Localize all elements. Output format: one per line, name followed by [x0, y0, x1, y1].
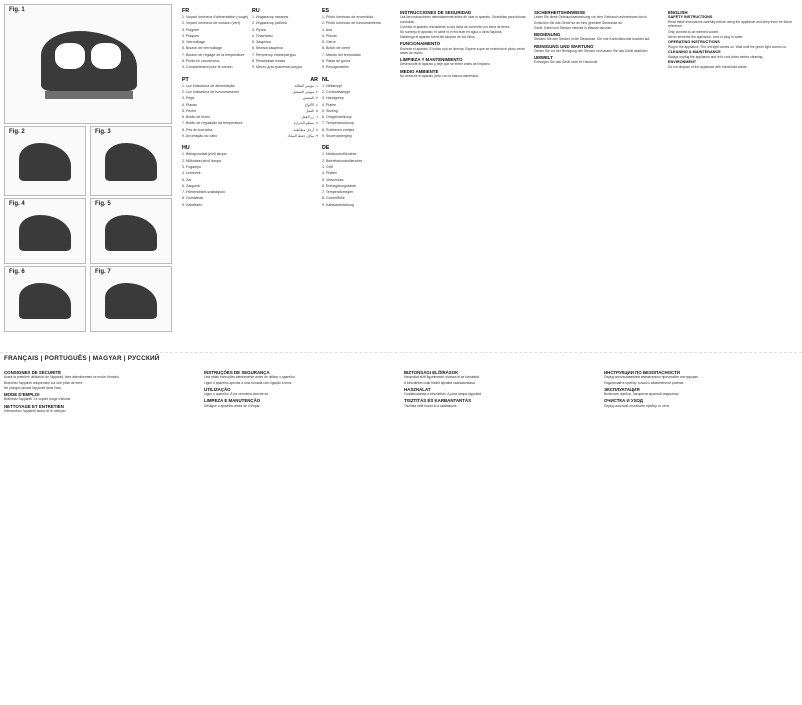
list-item: 4. Lemezek — [182, 171, 201, 176]
list-item: 2. Piloto luminoso de funcionamiento — [322, 21, 381, 26]
list-item: 9. Kabelaufwicklung — [322, 202, 354, 207]
list-item: ١. مؤشر الطاقة — [294, 83, 318, 88]
paragraph: A készüléket csak földelt aljzatba csatlakoztassa. — [404, 380, 476, 385]
list-item: 5. Защелка — [252, 40, 271, 45]
waffle-iron-illustration — [19, 283, 71, 319]
list-item: 7. Hőmérséklet-szabályozó — [182, 190, 226, 195]
list-item: 8. Gummifüße — [322, 196, 345, 201]
parts-list — [182, 83, 248, 140]
list-item: 3. Griff — [322, 164, 333, 169]
list-item: 6. Кнопка защелки — [252, 46, 283, 51]
list-item: 3. Poignée — [182, 27, 200, 32]
paragraph: Schließen Sie das Gerät nur an eine geerdete Steckdose an. — [534, 20, 623, 25]
list-item: 5. Verschluss — [322, 177, 344, 182]
paragraph: Ligue o aparelho apenas a uma tomada com ligação à terra. — [204, 380, 293, 385]
list-item: 7. Bouton de réglage de la température — [182, 52, 245, 57]
list-item: ٢. مؤشر التشغيل — [292, 89, 318, 94]
section-heading: FUNCIONAMIENTO — [400, 41, 441, 47]
section-subheading: SAFETY INSTRUCTIONS — [668, 15, 713, 20]
paragraph: Mantenga el aparato fuera del alcance de los niños. — [400, 35, 476, 40]
list-item: 8. Patas de goma — [322, 59, 351, 64]
parts-list — [322, 83, 388, 140]
list-item: 1. Netlampje — [322, 83, 343, 88]
list-item: 1. Piloto luminoso de encendido — [322, 15, 373, 19]
list-item: 9. Arrumação do cabo — [182, 134, 218, 139]
french-section — [4, 368, 194, 700]
list-item: 4. Platten — [322, 171, 338, 176]
section-heading: TISZTÍTÁS ÉS KARBANTARTÁS — [404, 398, 471, 404]
list-item: 6. Zárgomb — [182, 183, 201, 188]
parts-list-title: ES — [322, 8, 330, 14]
list-item: 8. Pieds en caoutchouc — [182, 59, 220, 64]
paragraph: Desligue o aparelho antes de o limpar. — [204, 403, 261, 408]
list-item: 9. Место для хранения шнура — [252, 65, 302, 70]
hungarian-section — [404, 368, 594, 700]
list-item: 2. Működést jelző lámpa — [182, 158, 221, 163]
list-item: 6. Botão de fecho — [182, 115, 211, 120]
waffle-iron-illustration — [105, 215, 157, 251]
list-item: 4. Plaques — [182, 33, 199, 38]
list-item: 7. Botão de regulação da temperatura — [182, 121, 243, 126]
section-heading: SICHERHEITSHINWEISE — [534, 10, 586, 15]
list-item: 5. Sluiting — [322, 108, 338, 113]
list-item: 2. Luz indicadora de funcionamento — [182, 89, 239, 94]
paragraph: Avant la première utilisation de l'appareil, lisez attentivement ce mode d'emploi. — [4, 375, 120, 380]
parts-lists-middle — [252, 8, 318, 348]
paragraph: No deseche el aparato junto con la basura doméstica. — [400, 73, 479, 78]
parts-list-title: FR — [182, 8, 190, 14]
list-item: 3. Handgreep — [322, 96, 344, 101]
list-item: 2. Betriebskontrollleuchte — [322, 158, 363, 163]
figure-label: Fig. 1 — [9, 7, 25, 13]
section-heading: HASZNÁLAT — [404, 386, 431, 392]
section-heading: ОЧИСТКА И УХОД — [604, 398, 643, 404]
section-heading: NETTOYAGE ET ENTRETIEN — [4, 403, 64, 409]
figure-label: Fig. 5 — [95, 201, 111, 207]
section-heading: UMWELT — [534, 55, 553, 61]
waffle-iron-illustration — [19, 215, 71, 251]
paragraph: Gerät, Kabel und Stecker niemals in Wasser tauchen. — [534, 25, 613, 30]
figure-4 — [4, 198, 86, 264]
list-item: 4. Placas — [322, 33, 337, 38]
parts-list — [322, 151, 388, 208]
russian-section — [604, 368, 796, 700]
figure-1 — [4, 4, 172, 124]
paragraph: Plug in the appliance. The red light comes on. Wait until the green light comes on. — [668, 44, 788, 49]
paragraph: Перед использованием внимательно прочитайте инструкцию. — [604, 375, 699, 380]
list-item: 7. Регулятор температуры — [252, 52, 296, 57]
parts-lists-right — [322, 8, 388, 348]
waffle-iron-illustration — [105, 143, 157, 181]
section-heading: LIMPEZA E MANUTENÇÃO — [204, 398, 261, 404]
list-item: 4. Placas — [182, 102, 197, 107]
paragraph: Débranchez l'appareil avant de le nettoyer. — [4, 408, 67, 413]
list-item: 1. Netzkontrollleuchte — [322, 152, 357, 157]
list-item: 4. Пластины — [252, 33, 273, 38]
paragraph: Leia estas instruções atentamente antes de utilizar o aparelho. — [204, 375, 296, 380]
section-heading: MEDIO AMBIENTE — [400, 68, 439, 74]
figure-6 — [4, 266, 86, 332]
list-item: 5. Cierre — [322, 40, 336, 45]
parts-list — [182, 151, 248, 208]
figure-label: Fig. 4 — [9, 201, 25, 207]
list-item: ٧. منظم الحرارة — [293, 121, 318, 126]
paragraph: Stecken Sie den Stecker in die Steckdose. Die rote Kontrollleuchte leuchtet auf. — [534, 37, 651, 42]
section-heading: INSTRUCCIONES DE SEGURIDAD — [400, 10, 472, 15]
figure-5 — [90, 198, 172, 264]
list-item: 1. Bekapcsolást jelző lámpa — [182, 152, 227, 157]
list-item: 3. Ручка — [252, 27, 266, 32]
section-heading: ИНСТРУКЦИИ ПО БЕЗОПАСНОСТИ — [604, 370, 680, 375]
page-divider — [0, 352, 802, 353]
paragraph: Never immerse the appliance, cord or plug in water. — [668, 34, 744, 39]
list-item: ٩. مكان حفظ السلك — [287, 134, 318, 139]
parts-list-title: AR — [310, 76, 318, 83]
list-item: 6. Botón de cierre — [322, 46, 351, 51]
figure-label: Fig. 2 — [9, 129, 25, 135]
paragraph: No sumerja el aparato, el cable ni el enchufe en agua u otros líquidos. — [400, 30, 503, 35]
paragraph: Включите прибор. Загорится красный индикатор. — [604, 392, 680, 397]
list-item: 2. Voyant lumineux de cuisson (vert) — [182, 21, 240, 26]
paragraph: Lea las instrucciones detenidamente antes de usar el aparato. Guárdelas para futuras consultas. — [400, 15, 526, 24]
list-item: 3. Pega — [182, 96, 195, 101]
list-item: 2. Controlelampje — [322, 89, 351, 94]
paragraph: Read these instructions carefully before using the appliance and keep them for future reference. — [668, 20, 793, 29]
list-item: 8. Rubberen voetjes — [322, 127, 355, 132]
parts-list-title: HU — [182, 145, 190, 152]
paragraph: Entsorgen Sie das Gerät nicht im Hausmüll. — [534, 60, 598, 65]
paragraph: Branchez l'appareil. Le voyant rouge s'allume. — [4, 397, 72, 402]
english-section — [668, 8, 796, 348]
section-subheading: OPERATING INSTRUCTIONS — [668, 40, 720, 45]
section-heading: LIMPIEZA Y MANTENIMIENTO — [400, 57, 463, 63]
list-item: 5. Verrouillage — [182, 40, 205, 45]
paragraph: Desenchufe el aparato y deje que se enfríe antes de limpiarlo. — [400, 62, 491, 67]
list-item: 8. Gumilábak — [182, 196, 204, 201]
parts-list — [252, 83, 318, 140]
paragraph: Do not dispose of the appliance with household waste. — [668, 65, 748, 70]
figure-3 — [90, 126, 172, 196]
figure-label: Fig. 3 — [95, 129, 111, 135]
list-item: 1. Voyant lumineux d'alimentation (rouge) — [182, 15, 248, 19]
list-item: 8. Резиновые ножки — [252, 59, 286, 64]
paragraph: Ziehen Sie vor der Reinigung den Stecker und lassen Sie das Gerät abkühlen. — [534, 48, 649, 53]
section-heading: UTILIZAÇÃO — [204, 386, 231, 392]
list-item: ٣. المقبض — [302, 96, 318, 101]
plate-illustration — [55, 43, 85, 69]
figure-2 — [4, 126, 86, 196]
section-heading: MODE D'EMPLOI — [4, 392, 40, 398]
list-item: 5. Fecho — [182, 108, 196, 113]
paragraph: Подключайте прибор только к заземленной розетке. — [604, 380, 685, 385]
list-item: ٨. أرجل مطاطية — [293, 127, 318, 132]
list-item: 6. Bouton de verrouillage — [182, 46, 222, 51]
waffle-iron-illustration — [105, 283, 157, 319]
list-item: 6. Ontgrendelknop — [322, 115, 352, 120]
list-item: ٦. زر القفل — [301, 115, 318, 120]
list-item: 1. Индикатор питания — [252, 15, 289, 19]
parts-list — [182, 14, 248, 71]
figure-label: Fig. 6 — [9, 269, 25, 275]
list-item: 2. Индикатор работы — [252, 21, 288, 26]
parts-list-title: RU — [252, 8, 260, 14]
paragraph: Ne plongez jamais l'appareil dans l'eau. — [4, 385, 62, 390]
paragraph: Használat előtt figyelmesen olvassa el az útmutatót. — [404, 375, 480, 380]
section-subheading: ENVIRONMENT — [668, 60, 697, 65]
list-item: 3. Fogantyú — [182, 164, 201, 169]
figure-panel — [4, 4, 172, 334]
paragraph: Branchez l'appareil uniquement sur une prise de terre. — [4, 380, 84, 385]
paragraph: Ligue o aparelho. A luz vermelha acende-se. — [204, 392, 270, 397]
parts-list-title: PT — [182, 76, 189, 83]
parts-list-title: NL — [322, 76, 330, 83]
paragraph: Tisztítás előtt húzza ki a csatlakozót. — [404, 403, 458, 408]
list-item: 9. Compartiment pour le cordon — [182, 65, 233, 70]
paragraph: Always unplug the appliance and let it cool down before cleaning. — [668, 55, 764, 60]
paragraph: Csatlakoztassa a készüléket. A piros lámpa kigyullad. — [404, 392, 482, 397]
plate-illustration — [91, 43, 121, 69]
parts-list — [252, 14, 318, 71]
paragraph: Enchufe el aparato. El piloto rojo se ilumina. Espere a que se encienda el piloto verde antes de usarlo. — [400, 46, 525, 55]
section-heading: REINIGUNG UND WARTUNG — [534, 43, 594, 49]
list-item: 8. Pés de borracha — [182, 127, 213, 132]
section-heading: INSTRUÇÕES DE SEGURANÇA — [204, 370, 270, 375]
paragraph: Перед очисткой отключите прибор от сети. — [604, 403, 670, 408]
list-item: 9. Recogecables — [322, 65, 349, 70]
parts-lists-left — [182, 8, 248, 348]
paragraph: Conecte el aparato únicamente a una toma de corriente con toma de tierra. — [400, 24, 510, 29]
list-item: ٥. القفل — [305, 108, 318, 113]
section-heading: CONSIGNES DE SÉCURITÉ — [4, 370, 62, 375]
base-illustration — [45, 91, 133, 99]
language-bar: FRANÇAIS | PORTUGUÊS | MAGYAR | РУССКИЙ — [4, 355, 160, 362]
portuguese-section — [204, 368, 394, 700]
list-item: 9. Kábeltartó — [182, 202, 203, 207]
parts-list-title: DE — [322, 145, 330, 152]
list-item: 4. Platen — [322, 102, 337, 107]
figure-7 — [90, 266, 172, 332]
list-item: ٤. الألواح — [304, 102, 318, 107]
spanish-section — [400, 8, 528, 348]
section-heading: ENGLISH — [668, 10, 688, 15]
paragraph: Only connect to an earthed socket. — [668, 29, 719, 34]
section-heading: ЭКСПЛУАТАЦИЯ — [604, 386, 640, 392]
list-item: 7. Mando del termostato — [322, 52, 361, 57]
paragraph: Lesen Sie diese Gebrauchsanweisung vor dem Gebrauch aufmerksam durch. — [534, 15, 648, 20]
list-item: 5. Zár — [182, 177, 192, 182]
list-item: 9. Snoeropberging — [322, 134, 352, 139]
figure-label: Fig. 7 — [95, 269, 111, 275]
section-heading: BIZTONSÁGI ELŐÍRÁSOK — [404, 370, 459, 375]
german-section — [534, 8, 662, 348]
section-subheading: CLEANING & MAINTENANCE — [668, 50, 721, 55]
list-item: 7. Temperatuurknop — [322, 121, 354, 126]
parts-list — [322, 14, 388, 71]
list-item: 3. Asa — [322, 27, 332, 32]
list-item: 7. Temperaturregler — [322, 190, 354, 195]
list-item: 1. Luz indicadora de alimentação — [182, 83, 235, 88]
waffle-iron-illustration — [19, 143, 71, 181]
section-heading: BEDIENUNG — [534, 32, 561, 38]
list-item: 6. Entriegelungstaste — [322, 183, 356, 188]
